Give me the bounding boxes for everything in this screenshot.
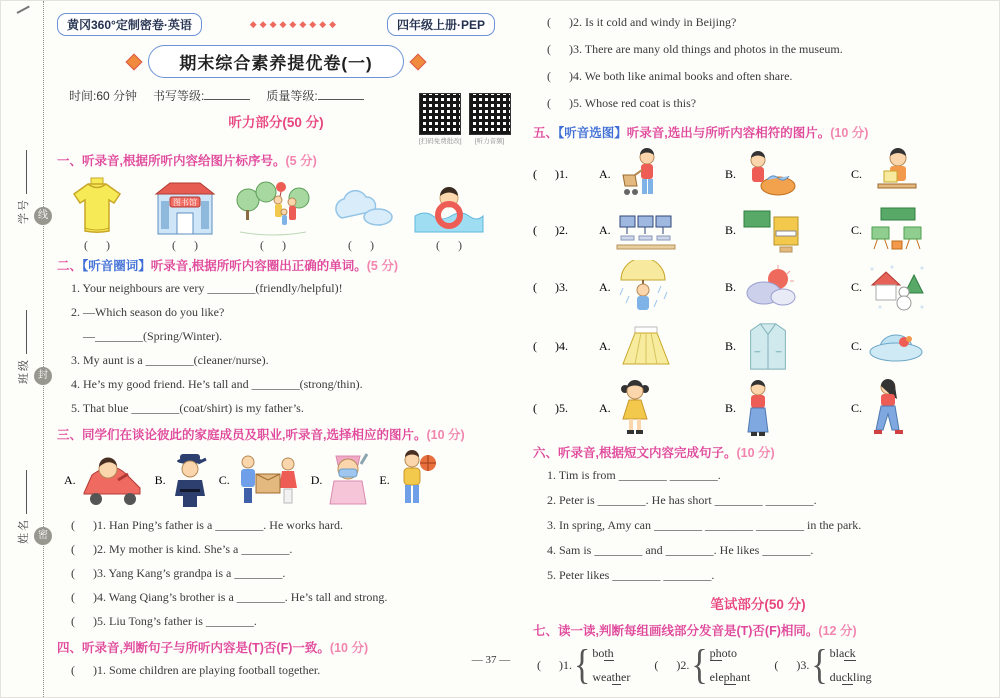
scan-fold-mark (14, 1, 30, 14)
section-5-heading: 听录音,选出与所听内容相符的图片。 (626, 126, 831, 140)
choice-label: C. (851, 222, 863, 237)
option-label: C. (218, 472, 230, 487)
seal-dotted-line (43, 1, 44, 697)
quality-grade-blank (318, 88, 364, 100)
boy-driving-car-icon (78, 453, 148, 507)
yellow-skirt-icon (615, 322, 677, 370)
group-prefix: ( )2. (654, 658, 690, 672)
choice-label: A. (599, 279, 611, 294)
picture-cell (409, 176, 489, 253)
picture-cell (57, 176, 137, 253)
group-prefix: ( )1. (537, 658, 572, 672)
option-label: E. (379, 472, 390, 487)
section-5-number: 五、 (533, 126, 559, 140)
seal-badge-mi: 密 (34, 527, 52, 545)
section-4-score: (10 分) (329, 641, 369, 655)
class-blank (16, 310, 27, 354)
girl-reading-book-icon (866, 148, 926, 200)
question-line: ( )3. Yang Kang’s grandpa is a ________. (71, 566, 286, 580)
question-line: ( )2. My mother is kind. She’s a ________. (71, 542, 293, 556)
blue-coat-icon (740, 319, 796, 373)
qr-code-grading (419, 93, 461, 135)
question-line: ( )3. There are many old things and photos in the museum. (547, 42, 843, 56)
student-id-field (15, 132, 31, 242)
question-line: 5. Peter likes ________ ________. (547, 568, 715, 582)
section-4-heading: 四、听录音,判断句子与所听内容是(T)否(F)一致。 (57, 641, 330, 655)
section-4-continued (533, 15, 983, 111)
writing-grade-blank (204, 88, 250, 100)
section-7-heading: 七、读一读,判断每组画线部分发音是(T)否(F)相同。 (533, 624, 819, 638)
option-label: B. (154, 472, 166, 487)
section-5-row-2 (533, 205, 983, 255)
question-line: —________(Spring/Winter). (71, 329, 223, 343)
group-prefix: ( )3. (774, 658, 810, 672)
qr-caption-audio: [听力音频] (474, 138, 505, 145)
writing-grade-label: 书写等级: (153, 89, 205, 103)
time-label: 时间:60 分钟 (69, 89, 138, 103)
clouds-icon (326, 176, 396, 238)
answer-bracket: ( ) (84, 238, 110, 252)
picture-cell (321, 176, 401, 253)
qr-code-audio (469, 93, 511, 135)
row-prefix: ( )3. (533, 279, 568, 294)
choice-label: C. (851, 338, 863, 353)
row-prefix: ( )2. (533, 222, 568, 237)
section-3 (57, 425, 495, 629)
seal-badge-xian: 线 (34, 207, 52, 225)
phonics-group-1: ( )1. { both weather (537, 641, 631, 688)
name-field (15, 452, 31, 562)
computer-room-icon (615, 205, 677, 255)
left-column (57, 148, 495, 687)
choice-label: B. (725, 222, 737, 237)
phonics-group-3: ( )3. { black duckling (774, 641, 872, 688)
sun-hat-with-flower-icon (866, 324, 926, 368)
brace-glyph: { (574, 641, 591, 688)
picture-cell (233, 176, 313, 253)
section-3-heading: 三、同学们在谈论彼此的家庭成员及职业,听录音,选择相应的图片。 (57, 428, 427, 442)
choice-label: A. (599, 400, 611, 415)
sun-behind-cloud-icon (740, 263, 798, 311)
section-4 (57, 638, 495, 678)
section-1-heading: 一、听录音,根据所听内容给图片标序号。 (57, 154, 286, 168)
student-id-label: 学号 (18, 198, 30, 224)
right-column (533, 15, 983, 688)
brace-glyph: { (811, 641, 828, 688)
family-in-park-icon (234, 176, 312, 238)
choice-label: B. (725, 338, 737, 353)
little-girl-dress-icon (615, 380, 655, 436)
section-1-score: (5 分) (285, 154, 317, 168)
boy-swimming-icon (411, 176, 487, 238)
paper-title: 期末综合素养提优卷(一) (148, 45, 403, 78)
question-line: 1. Tim is from ________ ________. (547, 468, 721, 482)
woman-long-skirt-icon (740, 379, 776, 437)
question-line: 4. Sam is ________ and ________. He likes ________. (547, 543, 814, 557)
diamond-icon (409, 53, 426, 70)
section-5-row-5 (533, 378, 983, 438)
section-5-row-3 (533, 260, 983, 314)
music-room-piano-icon (740, 205, 802, 255)
section-6-heading: 六、听录音,根据短文内容完成句子。 (533, 446, 737, 460)
choice-label: A. (599, 338, 611, 353)
class-field (15, 292, 31, 402)
answer-bracket: ( ) (260, 238, 286, 252)
section-5-row-4 (533, 319, 983, 373)
section-5 (533, 123, 983, 438)
policeman-saluting-icon (168, 451, 212, 509)
class-label: 班级 (18, 358, 30, 384)
row-prefix: ( )4. (533, 338, 568, 353)
nurse-with-syringe-icon (324, 451, 372, 509)
question-line: ( )5. Liu Tong’s father is ________. (71, 614, 257, 628)
grade-badge: 四年级上册·PEP (387, 13, 495, 36)
section-1-pictures (57, 176, 495, 253)
section-7 (533, 621, 983, 688)
question-line: ( )1. Han Ping’s father is a ________. He works hard. (71, 518, 343, 532)
choice-label: B. (725, 166, 737, 181)
snow-house-snowman-icon (866, 261, 928, 313)
row-prefix: ( )5. (533, 400, 568, 415)
question-line: 3. My aunt is a ________(cleaner/nurse). (71, 353, 269, 367)
brace-glyph: { (691, 641, 708, 688)
answer-bracket: ( ) (172, 238, 198, 252)
diamond-icon (126, 53, 143, 70)
option-label: A. (64, 472, 76, 487)
section-3-options (57, 450, 495, 510)
choice-label: B. (725, 400, 737, 415)
question-line: 4. He’s my good friend. He’s tall and ________(strong/thin). (71, 377, 363, 391)
girl-shopping-cart-icon (615, 148, 675, 200)
choice-label: A. (599, 222, 611, 237)
qr-code-group (419, 93, 511, 145)
question-line: 5. That blue ________(coat/shirt) is my father’s. (71, 401, 304, 415)
section-2-tag: 【听音圈词】 (82, 259, 151, 273)
question-line: ( )4. Wang Qiang’s brother is a ________. He’s tall and strong. (71, 590, 388, 604)
option-label: D. (310, 472, 323, 487)
row-prefix: ( )1. (533, 166, 568, 181)
written-part-heading: 笔试部分(50 分) (710, 597, 806, 612)
section-2-score: (5 分) (366, 259, 399, 273)
yellow-sweater-icon (64, 176, 130, 238)
phonics-group-2: ( )2. { photo elephant (654, 641, 751, 688)
quality-grade-label: 质量等级: (266, 89, 318, 103)
choice-label: C. (851, 279, 863, 294)
girl-with-umbrella-rain-icon (615, 260, 671, 314)
section-6-score: (10 分) (736, 446, 775, 460)
question-line: ( )1. Some children are playing football together. (71, 663, 321, 677)
choice-label: A. (599, 166, 611, 181)
listening-part-heading: 听力部分(50 分) (228, 115, 324, 130)
question-line: ( )2. Is it cold and windy in Beijing? (547, 15, 737, 29)
answer-bracket: ( ) (436, 238, 462, 252)
girl-in-jeans-icon (866, 378, 906, 438)
library-building-icon (150, 176, 220, 238)
section-7-groups (537, 641, 983, 688)
answer-bracket: ( ) (348, 238, 374, 252)
question-line: 3. In spring, Amy can ________ ________ ________ in the park. (547, 518, 862, 532)
name-blank (16, 470, 27, 514)
seal-badge-feng: 封 (34, 367, 52, 385)
student-id-blank (16, 150, 27, 194)
qr-caption-grading: [扫码免费批改] (419, 138, 462, 145)
name-label: 姓名 (18, 518, 30, 544)
question-line: 2. Peter is ________. He has short ________ ________. (547, 493, 817, 507)
question-line: 1. Your neighbours are very ________(friendly/helpful)! (71, 281, 343, 295)
man-delivering-box-icon (232, 452, 304, 508)
girl-washing-clothes-icon (740, 148, 800, 200)
section-6 (533, 443, 983, 583)
section-3-score: (10 分) (426, 428, 465, 442)
section-1 (57, 151, 495, 253)
page-number: — 37 — (471, 654, 511, 666)
section-5-score: (10 分) (830, 126, 869, 140)
choice-label: C. (851, 400, 863, 415)
question-line: ( )4. We both like animal books and often share. (547, 69, 793, 83)
section-2 (57, 256, 495, 416)
svg-text:图书馆: 图书馆 (173, 198, 197, 207)
section-7-score: (12 分) (818, 624, 857, 638)
boy-with-basketball-icon (392, 450, 438, 510)
section-5-tag: 【听音选图】 (558, 126, 627, 140)
question-line: 2. —Which season do you like? (71, 305, 225, 319)
diamond-chain-decoration: ◆◆◆◆◆◆◆◆◆ (249, 19, 340, 29)
series-badge: 黄冈360°定制密卷·英语 (57, 13, 202, 36)
choice-label: B. (725, 279, 737, 294)
section-2-number: 二、 (57, 259, 83, 273)
section-2-heading: 听录音,根据所听内容圈出正确的单词。 (150, 259, 367, 273)
choice-label: C. (851, 166, 863, 181)
section-5-row-1 (533, 148, 983, 200)
picture-cell (145, 176, 225, 253)
art-room-easels-icon (866, 205, 928, 255)
question-line: ( )5. Whose red coat is this? (547, 96, 697, 110)
